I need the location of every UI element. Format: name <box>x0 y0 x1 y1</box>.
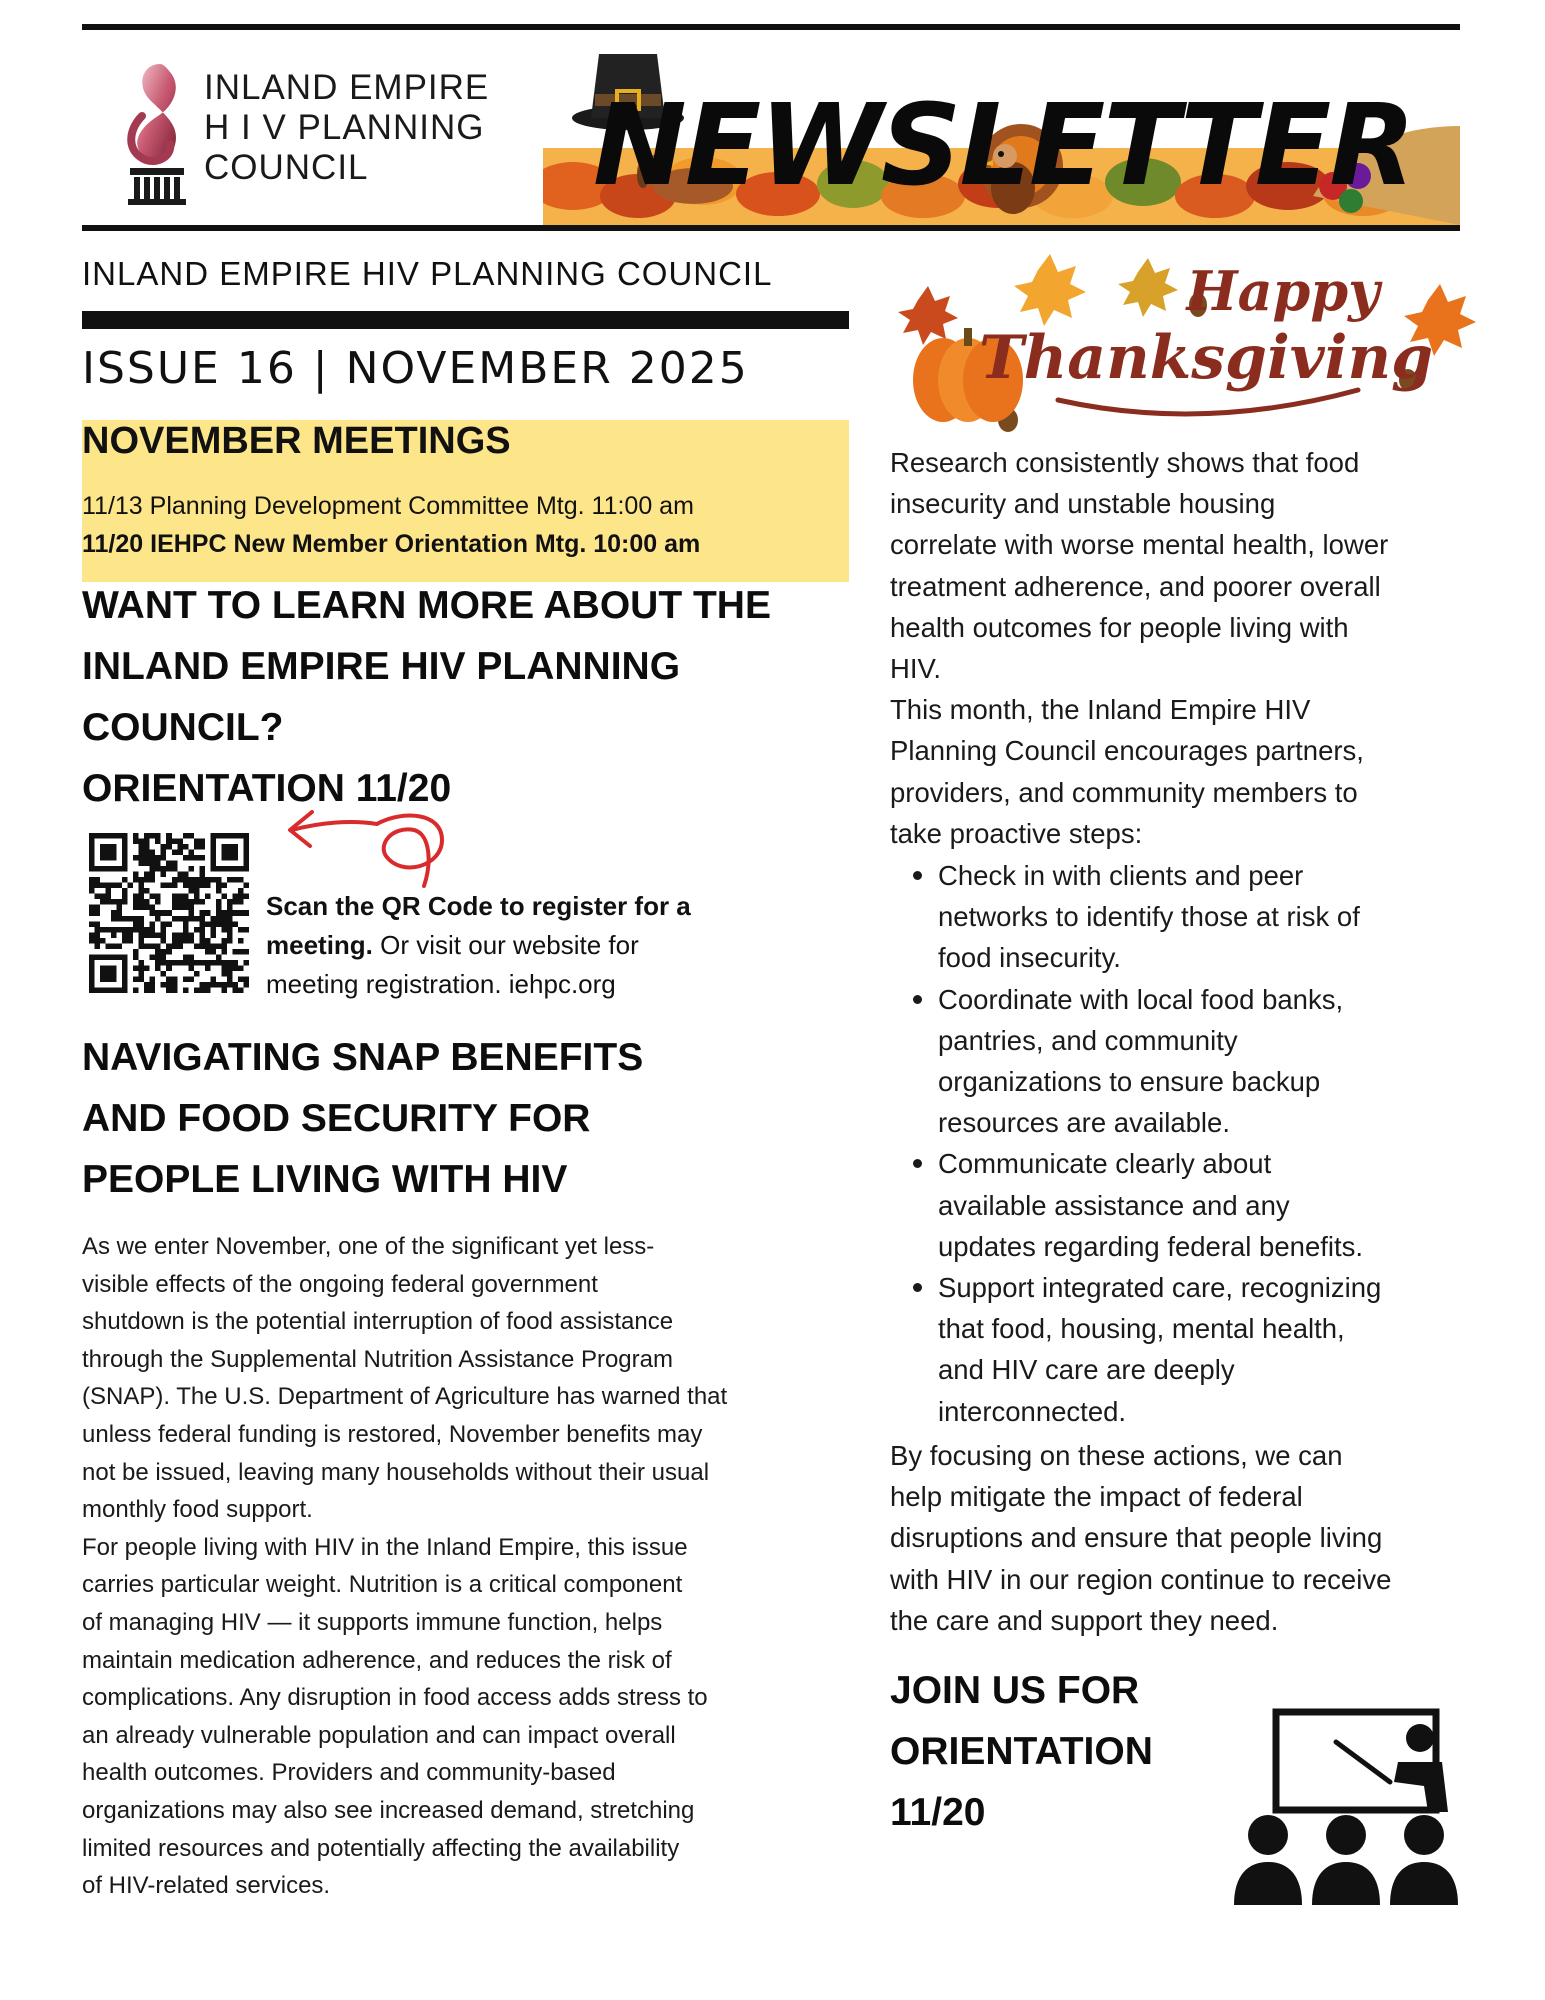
closing-line: help mitigate the impact of federal <box>890 1481 1303 1513</box>
bullet-line: updates regarding federal benefits. <box>938 1230 1364 1262</box>
bullet-line: food insecurity. <box>938 942 1121 974</box>
registration-qr-code[interactable] <box>88 833 250 993</box>
newsletter-banner <box>543 36 1460 225</box>
snap-body-line: organizations may also see increased demand, stretching <box>82 1796 695 1824</box>
council-logo <box>112 50 532 210</box>
bullet-line: organizations to ensure backup <box>938 1066 1321 1098</box>
bullet-line: Coordinate with local food banks, <box>938 983 1344 1015</box>
closing-line: disruptions and ensure that people living <box>890 1522 1383 1554</box>
qr-bold-1: Scan the QR Code to register for a <box>266 891 691 921</box>
snap-body-line: For people living with HIV in the Inland Empire, this issue <box>82 1533 688 1561</box>
logo-line-1: INLAND EMPIRE <box>204 68 490 107</box>
qr-instructions <box>266 887 766 1004</box>
banner-title: NEWSLETTER <box>593 81 1414 211</box>
snap-body-line: health outcomes. Providers and community-based <box>82 1759 616 1787</box>
bullet-dot-icon <box>913 871 922 880</box>
snap-body-line: an already vulnerable population and can impact overall <box>82 1721 676 1749</box>
intro-line: treatment adherence, and poorer overall <box>890 570 1381 602</box>
bullet-line: resources are available. <box>938 1107 1230 1139</box>
action-bullet <box>913 979 1473 1144</box>
closing-line: with HIV in our region continue to receive <box>890 1563 1392 1595</box>
closing-line: the care and support they need. <box>890 1604 1279 1636</box>
header-bottom-rule <box>82 225 1460 231</box>
snap-body-text <box>82 1228 872 1905</box>
snap-heading-line: AND FOOD SECURITY FOR <box>82 1097 591 1140</box>
issue-label: ISSUE 16 | NOVEMBER 2025 <box>82 343 749 394</box>
bullet-line: networks to identify those at risk of <box>938 901 1360 933</box>
bullet-line: and HIV care are deeply <box>938 1354 1235 1386</box>
meeting-item: 11/13 Planning Development Committee Mtg. 11:00 am <box>82 492 694 520</box>
learn-more-line: INLAND EMPIRE HIV PLANNING <box>82 645 681 688</box>
logo-wordmark <box>204 68 544 188</box>
right-intro-text <box>890 442 1470 854</box>
snap-body-line: limited resources and potentially affecting the availability <box>82 1834 680 1862</box>
bullet-line: that food, housing, mental health, <box>938 1313 1345 1345</box>
learn-more-line: COUNCIL? <box>82 706 284 749</box>
snap-body-line: shutdown is the potential interruption of food assistance <box>82 1308 674 1336</box>
qr-bold-2: meeting. <box>266 930 373 960</box>
snap-body-line: carries particular weight. Nutrition is a critical component <box>82 1571 683 1599</box>
join-orientation-heading <box>890 1660 1250 1843</box>
right-closing-text <box>890 1435 1470 1641</box>
qr-line-3[interactable]: meeting registration. iehpc.org <box>266 969 616 999</box>
action-bullet <box>913 855 1473 979</box>
join-line: ORIENTATION <box>890 1730 1153 1773</box>
action-bullet-list <box>913 855 1473 1432</box>
bullet-line: Check in with clients and peer <box>938 860 1304 891</box>
bullet-dot-icon <box>913 1159 922 1168</box>
snap-body-line: through the Supplemental Nutrition Assistance Program <box>82 1345 673 1373</box>
logo-line-2: H I V PLANNING <box>204 108 485 147</box>
intro-line: HIV. <box>890 653 941 685</box>
bullet-line: Communicate clearly about <box>938 1148 1272 1180</box>
snap-heading-line: NAVIGATING SNAP BENEFITS <box>82 1036 644 1079</box>
red-arrow-icon <box>282 800 452 892</box>
snap-heading <box>82 1027 862 1210</box>
ribbon-logo-icon <box>112 56 202 206</box>
intro-line: Planning Council encourages partners, <box>890 735 1364 767</box>
presentation-teacher-icon <box>1228 1700 1468 1910</box>
meetings-title: NOVEMBER MEETINGS <box>82 420 511 462</box>
intro-line: correlate with worse mental health, lower <box>890 529 1389 561</box>
closing-line: By focusing on these actions, we can <box>890 1440 1343 1471</box>
bullet-line: available assistance and any <box>938 1189 1290 1221</box>
snap-body-line: (SNAP). The U.S. Department of Agriculture has warned that <box>82 1383 728 1411</box>
learn-more-line: WANT TO LEARN MORE ABOUT THE <box>82 584 771 627</box>
snap-body-line: As we enter November, one of the significant yet less- <box>82 1233 655 1260</box>
intro-line: Research consistently shows that food <box>890 447 1360 478</box>
intro-line: This month, the Inland Empire HIV <box>890 694 1311 726</box>
learn-more-heading <box>82 575 862 819</box>
join-line: JOIN US FOR <box>890 1669 1140 1712</box>
bullet-line: pantries, and community <box>938 1024 1238 1056</box>
meeting-item: 11/20 IEHPC New Member Orientation Mtg. 10:00 am <box>82 530 701 558</box>
action-bullet <box>913 1267 1473 1432</box>
bullet-line: interconnected. <box>938 1395 1127 1427</box>
intro-line: providers, and community members to <box>890 776 1358 808</box>
intro-line: take proactive steps: <box>890 817 1143 849</box>
snap-body-line: not be issued, leaving many households without their usual <box>82 1458 710 1486</box>
bullet-dot-icon <box>913 1283 922 1292</box>
action-bullet <box>913 1143 1473 1267</box>
join-line: 11/20 <box>890 1791 986 1834</box>
snap-body-line: complications. Any disruption in food access adds stress to <box>82 1684 708 1712</box>
snap-body-line: of HIV-related services. <box>82 1872 331 1900</box>
snap-body-line: visible effects of the ongoing federal government <box>82 1270 598 1298</box>
bullet-dot-icon <box>913 995 922 1004</box>
logo-line-3: COUNCIL <box>204 148 369 187</box>
happy-text: Happy <box>1186 259 1380 323</box>
intro-line: health outcomes for people living with <box>890 611 1349 643</box>
header-top-rule <box>82 24 1460 30</box>
masthead-rule <box>82 311 849 329</box>
snap-body-line: of managing HIV — it supports immune function, helps <box>82 1608 663 1636</box>
bullet-line: Support integrated care, recognizing <box>938 1272 1382 1304</box>
learn-more-line: ORIENTATION 11/20 <box>82 767 452 810</box>
happy-thanksgiving-graphic <box>888 250 1478 435</box>
intro-line: insecurity and unstable housing <box>890 488 1276 520</box>
org-name: INLAND EMPIRE HIV PLANNING COUNCIL <box>82 255 773 292</box>
thanksgiving-text: Thanksgiving <box>978 323 1434 393</box>
snap-body-line: maintain medication adherence, and reduces the risk of <box>82 1646 672 1674</box>
qr-rest-2: Or visit our website for <box>372 930 639 960</box>
snap-heading-line: PEOPLE LIVING WITH HIV <box>82 1158 568 1201</box>
snap-body-line: unless federal funding is restored, November benefits may <box>82 1420 703 1448</box>
snap-body-line: monthly food support. <box>82 1496 313 1524</box>
